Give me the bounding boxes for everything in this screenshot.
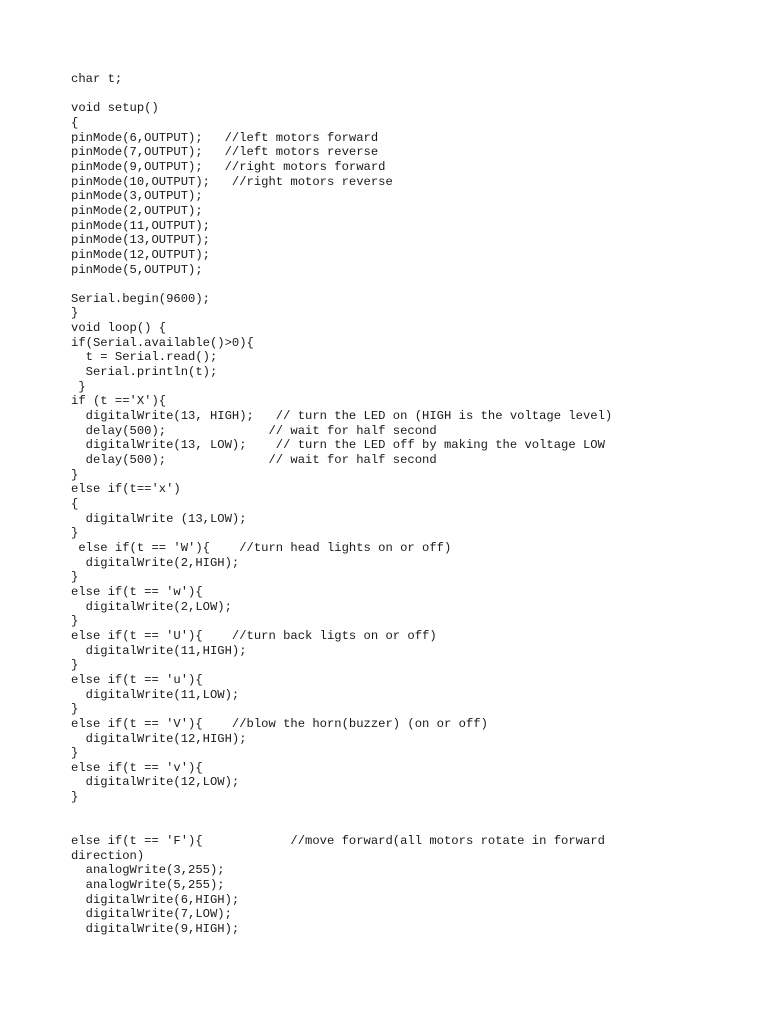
- code-line: {: [71, 115, 79, 130]
- code-line: }: [71, 306, 79, 321]
- code-line: else if(t == 'V'){ //blow the horn(buzzer) (on or off): [71, 716, 488, 731]
- code-line: digitalWrite(12,HIGH);: [71, 731, 247, 746]
- code-line: else if(t == 'u'){: [71, 672, 203, 687]
- code-line: else if(t == 'v'){: [71, 760, 203, 775]
- code-line: pinMode(12,OUTPUT);: [71, 247, 210, 262]
- code-line: [71, 819, 761, 834]
- code-line: digitalWrite (13,LOW);: [71, 511, 247, 526]
- code-line: digitalWrite(6,HIGH);: [71, 892, 240, 907]
- code-line: pinMode(13,OUTPUT);: [71, 233, 210, 248]
- code-line: void setup(): [71, 101, 159, 116]
- code-line: pinMode(3,OUTPUT);: [71, 189, 203, 204]
- code-line: pinMode(11,OUTPUT);: [71, 218, 210, 233]
- code-line: Serial.println(t);: [71, 365, 218, 380]
- code-line: analogWrite(3,255);: [71, 863, 225, 878]
- code-line: {: [71, 497, 79, 511]
- code-line: digitalWrite(9,HIGH);: [71, 922, 240, 936]
- code-line: delay(500); // wait for half second: [71, 423, 437, 438]
- code-line: digitalWrite(13, HIGH); // turn the LED on (HIGH is the voltage level): [71, 409, 613, 424]
- code-line: }: [71, 702, 79, 717]
- code-line: else if(t == 'w'){: [71, 584, 203, 599]
- code-line: digitalWrite(2,LOW);: [71, 599, 232, 614]
- code-line: pinMode(9,OUTPUT); //right motors forward: [71, 159, 386, 174]
- code-line: pinMode(5,OUTPUT);: [71, 262, 203, 277]
- code-line: }: [71, 614, 79, 629]
- code-line: digitalWrite(7,LOW);: [71, 907, 232, 922]
- code-line: analogWrite(5,255);: [71, 878, 225, 893]
- code-line: t = Serial.read();: [71, 350, 218, 365]
- code-line: pinMode(2,OUTPUT);: [71, 203, 203, 218]
- code-line: digitalWrite(12,LOW);: [71, 775, 240, 790]
- code-line: pinMode(10,OUTPUT); //right motors reverse: [71, 174, 393, 189]
- code-line: if(Serial.available()>0){: [71, 335, 254, 350]
- code-line: [71, 277, 761, 292]
- code-line: }: [71, 379, 86, 394]
- code-line: void loop() {: [71, 321, 167, 336]
- code-listing: [71, 72, 761, 937]
- code-line: digitalWrite(2,HIGH);: [71, 555, 240, 570]
- code-line: else if(t == 'W'){ //turn head lights on or off): [71, 540, 452, 555]
- code-line: }: [71, 570, 79, 585]
- code-line: digitalWrite(11,LOW);: [71, 687, 240, 702]
- code-line: else if(t=='x'): [71, 482, 181, 497]
- code-line: else if(t == 'U'){ //turn back ligts on or off): [71, 628, 437, 643]
- code-line: }: [71, 746, 79, 761]
- code-line: }: [71, 658, 79, 673]
- code-line: digitalWrite(11,HIGH);: [71, 643, 247, 658]
- code-line: pinMode(6,OUTPUT); //left motors forward: [71, 130, 379, 145]
- code-line: }: [71, 790, 79, 805]
- code-line: }: [71, 526, 79, 541]
- code-line: [71, 805, 761, 820]
- code-line: delay(500); // wait for half second: [71, 453, 437, 468]
- code-line: digitalWrite(13, LOW); // turn the LED off by making the voltage LOW: [71, 438, 605, 453]
- code-line: }: [71, 467, 79, 482]
- code-line: Serial.begin(9600);: [71, 291, 210, 306]
- code-line: [71, 87, 761, 102]
- code-line: direction): [71, 848, 145, 863]
- code-line: char t;: [71, 72, 123, 86]
- code-line: else if(t == 'F'){ //move forward(all motors rotate in forward: [71, 834, 605, 849]
- code-line: if (t =='X'){: [71, 394, 167, 409]
- code-line: pinMode(7,OUTPUT); //left motors reverse: [71, 145, 379, 160]
